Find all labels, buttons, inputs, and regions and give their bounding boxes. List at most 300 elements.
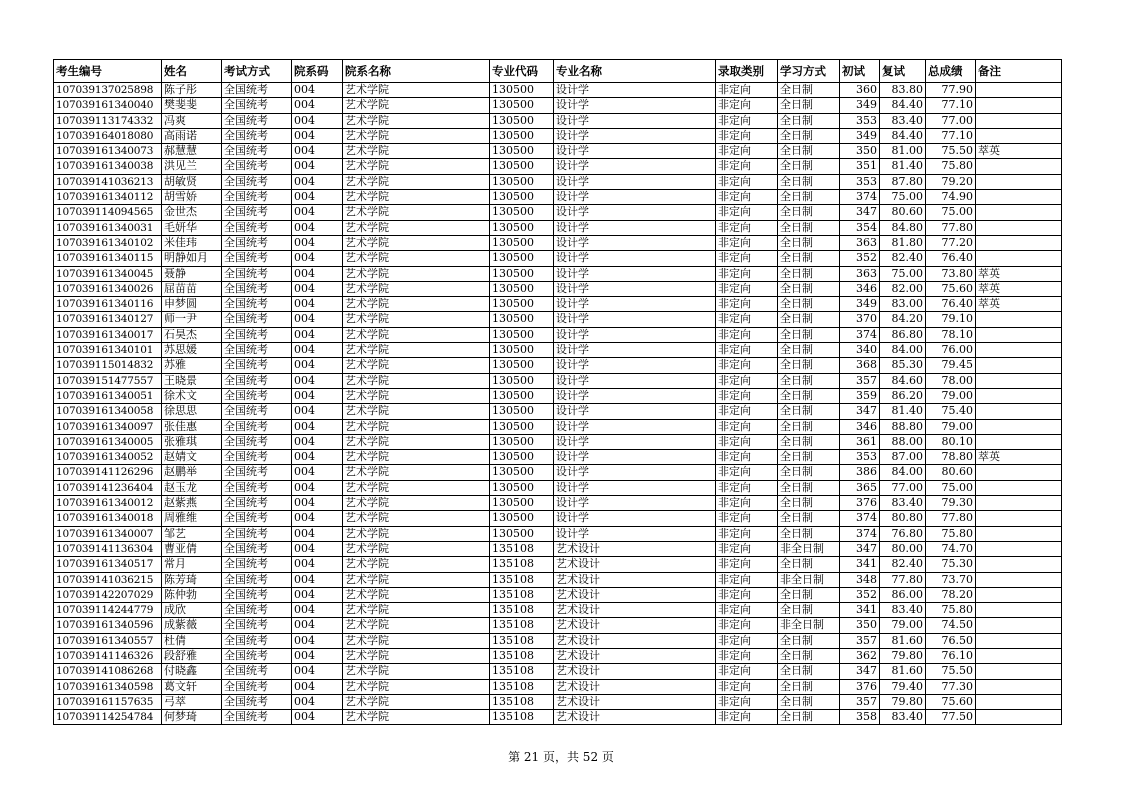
header-exam-mode: 考试方式 bbox=[222, 60, 292, 83]
cell-prelim-score: 374 bbox=[840, 511, 880, 526]
cell-dept-code: 004 bbox=[292, 113, 343, 128]
table-body bbox=[54, 83, 1062, 725]
cell-study-mode: 全日制 bbox=[778, 312, 840, 327]
cell-remark bbox=[976, 419, 1062, 434]
cell-candidate-id: 107039161340040 bbox=[54, 98, 162, 113]
cell-dept-name: 艺术学院 bbox=[343, 480, 490, 495]
cell-admission-type: 非定向 bbox=[716, 358, 778, 373]
cell-major-code: 130500 bbox=[490, 373, 554, 388]
cell-remark bbox=[976, 710, 1062, 725]
cell-major-code: 135108 bbox=[490, 710, 554, 725]
cell-prelim-score: 362 bbox=[840, 648, 880, 663]
cell-name: 成紫薇 bbox=[162, 618, 222, 633]
cell-name: 米佳玮 bbox=[162, 235, 222, 250]
cell-admission-type: 非定向 bbox=[716, 404, 778, 419]
cell-name: 张雅琪 bbox=[162, 434, 222, 449]
cell-candidate-id: 107039137025898 bbox=[54, 83, 162, 98]
table-row bbox=[54, 190, 1062, 205]
header-remark: 备注 bbox=[976, 60, 1062, 83]
cell-name: 葛文轩 bbox=[162, 679, 222, 694]
cell-study-mode: 全日制 bbox=[778, 557, 840, 572]
cell-study-mode: 全日制 bbox=[778, 373, 840, 388]
cell-retest-score: 76.80 bbox=[880, 526, 926, 541]
cell-name: 赵鹏举 bbox=[162, 465, 222, 480]
cell-remark bbox=[976, 679, 1062, 694]
cell-remark bbox=[976, 664, 1062, 679]
cell-dept-code: 004 bbox=[292, 465, 343, 480]
cell-dept-name: 艺术学院 bbox=[343, 251, 490, 266]
table-row bbox=[54, 434, 1062, 449]
cell-major-code: 130500 bbox=[490, 327, 554, 342]
cell-dept-code: 004 bbox=[292, 297, 343, 312]
cell-prelim-score: 341 bbox=[840, 557, 880, 572]
cell-study-mode: 全日制 bbox=[778, 526, 840, 541]
cell-prelim-score: 346 bbox=[840, 419, 880, 434]
cell-total-score: 77.50 bbox=[926, 710, 976, 725]
cell-exam-mode: 全国统考 bbox=[222, 297, 292, 312]
cell-total-score: 75.60 bbox=[926, 281, 976, 296]
cell-dept-code: 004 bbox=[292, 480, 343, 495]
cell-prelim-score: 357 bbox=[840, 373, 880, 388]
cell-candidate-id: 107039161340557 bbox=[54, 633, 162, 648]
header-prelim-score: 初试 bbox=[840, 60, 880, 83]
cell-name: 陈仲勃 bbox=[162, 587, 222, 602]
cell-dept-code: 004 bbox=[292, 281, 343, 296]
cell-dept-name: 艺术学院 bbox=[343, 266, 490, 281]
cell-remark bbox=[976, 83, 1062, 98]
cell-major-name: 设计学 bbox=[554, 235, 716, 250]
cell-dept-code: 004 bbox=[292, 496, 343, 511]
cell-total-score: 78.00 bbox=[926, 373, 976, 388]
cell-total-score: 73.80 bbox=[926, 266, 976, 281]
cell-major-code: 130500 bbox=[490, 450, 554, 465]
cell-major-code: 135108 bbox=[490, 618, 554, 633]
cell-dept-name: 艺术学院 bbox=[343, 83, 490, 98]
cell-study-mode: 全日制 bbox=[778, 297, 840, 312]
cell-total-score: 76.00 bbox=[926, 343, 976, 358]
cell-remark bbox=[976, 174, 1062, 189]
cell-admission-type: 非定向 bbox=[716, 388, 778, 403]
cell-dept-name: 艺术学院 bbox=[343, 664, 490, 679]
cell-admission-type: 非定向 bbox=[716, 373, 778, 388]
cell-prelim-score: 349 bbox=[840, 128, 880, 143]
cell-total-score: 75.00 bbox=[926, 480, 976, 495]
cell-major-code: 130500 bbox=[490, 312, 554, 327]
cell-retest-score: 83.40 bbox=[880, 113, 926, 128]
cell-dept-name: 艺术学院 bbox=[343, 633, 490, 648]
table-row bbox=[54, 572, 1062, 587]
cell-candidate-id: 107039161340517 bbox=[54, 557, 162, 572]
cell-retest-score: 84.20 bbox=[880, 312, 926, 327]
cell-dept-name: 艺术学院 bbox=[343, 312, 490, 327]
cell-study-mode: 全日制 bbox=[778, 648, 840, 663]
cell-remark: 萃英 bbox=[976, 266, 1062, 281]
cell-exam-mode: 全国统考 bbox=[222, 664, 292, 679]
cell-exam-mode: 全国统考 bbox=[222, 557, 292, 572]
table-row bbox=[54, 618, 1062, 633]
table-row bbox=[54, 511, 1062, 526]
cell-retest-score: 80.00 bbox=[880, 541, 926, 556]
cell-major-name: 艺术设计 bbox=[554, 648, 716, 663]
cell-retest-score: 80.60 bbox=[880, 205, 926, 220]
cell-exam-mode: 全国统考 bbox=[222, 327, 292, 342]
cell-prelim-score: 374 bbox=[840, 190, 880, 205]
cell-name: 师一尹 bbox=[162, 312, 222, 327]
cell-dept-code: 004 bbox=[292, 618, 343, 633]
cell-name: 张佳惠 bbox=[162, 419, 222, 434]
cell-total-score: 79.45 bbox=[926, 358, 976, 373]
cell-total-score: 79.00 bbox=[926, 419, 976, 434]
cell-exam-mode: 全国统考 bbox=[222, 312, 292, 327]
cell-exam-mode: 全国统考 bbox=[222, 251, 292, 266]
cell-candidate-id: 107039161340005 bbox=[54, 434, 162, 449]
cell-admission-type: 非定向 bbox=[716, 496, 778, 511]
cell-prelim-score: 357 bbox=[840, 694, 880, 709]
cell-remark bbox=[976, 358, 1062, 373]
cell-exam-mode: 全国统考 bbox=[222, 220, 292, 235]
cell-admission-type: 非定向 bbox=[716, 159, 778, 174]
header-admission-type: 录取类别 bbox=[716, 60, 778, 83]
cell-candidate-id: 107039161340101 bbox=[54, 343, 162, 358]
cell-remark bbox=[976, 373, 1062, 388]
cell-major-name: 艺术设计 bbox=[554, 618, 716, 633]
cell-dept-code: 004 bbox=[292, 128, 343, 143]
cell-dept-name: 艺术学院 bbox=[343, 98, 490, 113]
cell-major-code: 130500 bbox=[490, 404, 554, 419]
cell-major-code: 135108 bbox=[490, 648, 554, 663]
cell-dept-name: 艺术学院 bbox=[343, 526, 490, 541]
cell-name: 樊斐斐 bbox=[162, 98, 222, 113]
cell-major-code: 130500 bbox=[490, 235, 554, 250]
cell-admission-type: 非定向 bbox=[716, 144, 778, 159]
cell-dept-code: 004 bbox=[292, 541, 343, 556]
header-name: 姓名 bbox=[162, 60, 222, 83]
table-row bbox=[54, 327, 1062, 342]
cell-candidate-id: 107039161340102 bbox=[54, 235, 162, 250]
cell-retest-score: 84.60 bbox=[880, 373, 926, 388]
cell-retest-score: 86.20 bbox=[880, 388, 926, 403]
cell-dept-name: 艺术学院 bbox=[343, 281, 490, 296]
cell-retest-score: 81.60 bbox=[880, 633, 926, 648]
table-row bbox=[54, 633, 1062, 648]
cell-dept-name: 艺术学院 bbox=[343, 174, 490, 189]
cell-dept-code: 004 bbox=[292, 434, 343, 449]
cell-name: 苏思媛 bbox=[162, 343, 222, 358]
cell-study-mode: 全日制 bbox=[778, 511, 840, 526]
cell-admission-type: 非定向 bbox=[716, 113, 778, 128]
cell-exam-mode: 全国统考 bbox=[222, 496, 292, 511]
cell-dept-code: 004 bbox=[292, 159, 343, 174]
cell-study-mode: 全日制 bbox=[778, 679, 840, 694]
cell-dept-code: 004 bbox=[292, 220, 343, 235]
cell-name: 陈子彤 bbox=[162, 83, 222, 98]
cell-major-name: 设计学 bbox=[554, 190, 716, 205]
cell-major-name: 设计学 bbox=[554, 434, 716, 449]
cell-major-code: 135108 bbox=[490, 694, 554, 709]
table-row bbox=[54, 128, 1062, 143]
cell-dept-code: 004 bbox=[292, 679, 343, 694]
cell-major-code: 130500 bbox=[490, 113, 554, 128]
cell-study-mode: 全日制 bbox=[778, 419, 840, 434]
cell-major-name: 设计学 bbox=[554, 205, 716, 220]
cell-retest-score: 77.00 bbox=[880, 480, 926, 495]
cell-candidate-id: 107039161340038 bbox=[54, 159, 162, 174]
cell-remark bbox=[976, 511, 1062, 526]
cell-candidate-id: 107039161340045 bbox=[54, 266, 162, 281]
cell-dept-name: 艺术学院 bbox=[343, 327, 490, 342]
cell-remark bbox=[976, 587, 1062, 602]
cell-admission-type: 非定向 bbox=[716, 603, 778, 618]
cell-major-code: 130500 bbox=[490, 526, 554, 541]
cell-candidate-id: 107039114244779 bbox=[54, 603, 162, 618]
cell-major-code: 130500 bbox=[490, 190, 554, 205]
cell-major-code: 135108 bbox=[490, 633, 554, 648]
cell-remark: 萃英 bbox=[976, 450, 1062, 465]
cell-prelim-score: 348 bbox=[840, 572, 880, 587]
cell-dept-code: 004 bbox=[292, 664, 343, 679]
cell-name: 何梦琦 bbox=[162, 710, 222, 725]
cell-name: 金世杰 bbox=[162, 205, 222, 220]
cell-major-code: 135108 bbox=[490, 572, 554, 587]
cell-prelim-score: 374 bbox=[840, 327, 880, 342]
cell-total-score: 78.20 bbox=[926, 587, 976, 602]
cell-total-score: 77.80 bbox=[926, 511, 976, 526]
cell-exam-mode: 全国统考 bbox=[222, 235, 292, 250]
cell-major-code: 130500 bbox=[490, 205, 554, 220]
cell-dept-code: 004 bbox=[292, 587, 343, 602]
cell-candidate-id: 107039161340017 bbox=[54, 327, 162, 342]
cell-dept-name: 艺术学院 bbox=[343, 419, 490, 434]
cell-dept-name: 艺术学院 bbox=[343, 557, 490, 572]
admission-table bbox=[53, 59, 1062, 725]
cell-major-name: 设计学 bbox=[554, 220, 716, 235]
cell-dept-name: 艺术学院 bbox=[343, 496, 490, 511]
cell-candidate-id: 107039161340007 bbox=[54, 526, 162, 541]
cell-retest-score: 88.00 bbox=[880, 434, 926, 449]
cell-exam-mode: 全国统考 bbox=[222, 511, 292, 526]
table-row bbox=[54, 113, 1062, 128]
header-dept-code: 院系码 bbox=[292, 60, 343, 83]
cell-remark bbox=[976, 648, 1062, 663]
cell-dept-code: 004 bbox=[292, 373, 343, 388]
cell-name: 徐术文 bbox=[162, 388, 222, 403]
cell-dept-name: 艺术学院 bbox=[343, 144, 490, 159]
cell-major-name: 艺术设计 bbox=[554, 633, 716, 648]
cell-candidate-id: 107039114094565 bbox=[54, 205, 162, 220]
cell-study-mode: 全日制 bbox=[778, 327, 840, 342]
cell-admission-type: 非定向 bbox=[716, 235, 778, 250]
cell-exam-mode: 全国统考 bbox=[222, 618, 292, 633]
cell-retest-score: 79.40 bbox=[880, 679, 926, 694]
cell-retest-score: 81.00 bbox=[880, 144, 926, 159]
cell-candidate-id: 107039161340012 bbox=[54, 496, 162, 511]
cell-study-mode: 全日制 bbox=[778, 664, 840, 679]
cell-name: 郝慧慧 bbox=[162, 144, 222, 159]
cell-remark bbox=[976, 113, 1062, 128]
cell-admission-type: 非定向 bbox=[716, 648, 778, 663]
table-row bbox=[54, 679, 1062, 694]
cell-dept-code: 004 bbox=[292, 190, 343, 205]
cell-major-name: 设计学 bbox=[554, 113, 716, 128]
cell-remark bbox=[976, 618, 1062, 633]
header-major-name: 专业名称 bbox=[554, 60, 716, 83]
cell-major-code: 135108 bbox=[490, 603, 554, 618]
cell-total-score: 74.90 bbox=[926, 190, 976, 205]
cell-exam-mode: 全国统考 bbox=[222, 480, 292, 495]
cell-prelim-score: 376 bbox=[840, 496, 880, 511]
cell-study-mode: 全日制 bbox=[778, 343, 840, 358]
cell-candidate-id: 107039161340115 bbox=[54, 251, 162, 266]
cell-name: 胡敏贤 bbox=[162, 174, 222, 189]
cell-study-mode: 全日制 bbox=[778, 159, 840, 174]
cell-exam-mode: 全国统考 bbox=[222, 343, 292, 358]
cell-dept-name: 艺术学院 bbox=[343, 648, 490, 663]
cell-dept-code: 004 bbox=[292, 419, 343, 434]
cell-dept-name: 艺术学院 bbox=[343, 190, 490, 205]
cell-dept-name: 艺术学院 bbox=[343, 465, 490, 480]
cell-remark bbox=[976, 526, 1062, 541]
header-dept-name: 院系名称 bbox=[343, 60, 490, 83]
cell-prelim-score: 354 bbox=[840, 220, 880, 235]
cell-total-score: 80.60 bbox=[926, 465, 976, 480]
cell-exam-mode: 全国统考 bbox=[222, 128, 292, 143]
cell-candidate-id: 107039141036215 bbox=[54, 572, 162, 587]
cell-total-score: 77.20 bbox=[926, 235, 976, 250]
table-row bbox=[54, 541, 1062, 556]
table-row bbox=[54, 587, 1062, 602]
cell-dept-code: 004 bbox=[292, 388, 343, 403]
cell-major-name: 艺术设计 bbox=[554, 541, 716, 556]
cell-name: 周雅维 bbox=[162, 511, 222, 526]
cell-remark bbox=[976, 251, 1062, 266]
table-row bbox=[54, 648, 1062, 663]
cell-major-code: 130500 bbox=[490, 434, 554, 449]
cell-admission-type: 非定向 bbox=[716, 312, 778, 327]
cell-dept-code: 004 bbox=[292, 312, 343, 327]
cell-total-score: 79.10 bbox=[926, 312, 976, 327]
cell-major-name: 设计学 bbox=[554, 343, 716, 358]
cell-total-score: 74.50 bbox=[926, 618, 976, 633]
cell-candidate-id: 107039115014832 bbox=[54, 358, 162, 373]
cell-admission-type: 非定向 bbox=[716, 251, 778, 266]
cell-remark: 萃英 bbox=[976, 281, 1062, 296]
cell-prelim-score: 363 bbox=[840, 266, 880, 281]
cell-study-mode: 全日制 bbox=[778, 434, 840, 449]
cell-admission-type: 非定向 bbox=[716, 710, 778, 725]
cell-major-name: 设计学 bbox=[554, 465, 716, 480]
cell-candidate-id: 107039161340116 bbox=[54, 297, 162, 312]
cell-admission-type: 非定向 bbox=[716, 343, 778, 358]
cell-remark bbox=[976, 190, 1062, 205]
cell-name: 赵紫燕 bbox=[162, 496, 222, 511]
cell-study-mode: 全日制 bbox=[778, 496, 840, 511]
cell-major-name: 设计学 bbox=[554, 174, 716, 189]
cell-dept-name: 艺术学院 bbox=[343, 205, 490, 220]
cell-total-score: 75.50 bbox=[926, 144, 976, 159]
cell-total-score: 76.50 bbox=[926, 633, 976, 648]
cell-candidate-id: 107039114254784 bbox=[54, 710, 162, 725]
cell-exam-mode: 全国统考 bbox=[222, 373, 292, 388]
cell-total-score: 77.00 bbox=[926, 113, 976, 128]
cell-total-score: 74.70 bbox=[926, 541, 976, 556]
cell-exam-mode: 全国统考 bbox=[222, 465, 292, 480]
cell-candidate-id: 107039161340073 bbox=[54, 144, 162, 159]
cell-dept-code: 004 bbox=[292, 511, 343, 526]
cell-study-mode: 全日制 bbox=[778, 190, 840, 205]
cell-name: 曹亚倩 bbox=[162, 541, 222, 556]
cell-name: 明静如月 bbox=[162, 251, 222, 266]
cell-major-name: 设计学 bbox=[554, 266, 716, 281]
cell-retest-score: 83.40 bbox=[880, 710, 926, 725]
cell-candidate-id: 107039141136304 bbox=[54, 541, 162, 556]
cell-candidate-id: 107039141126296 bbox=[54, 465, 162, 480]
cell-major-code: 130500 bbox=[490, 496, 554, 511]
cell-prelim-score: 361 bbox=[840, 434, 880, 449]
cell-remark bbox=[976, 496, 1062, 511]
cell-total-score: 77.80 bbox=[926, 220, 976, 235]
cell-study-mode: 全日制 bbox=[778, 205, 840, 220]
cell-dept-name: 艺术学院 bbox=[343, 541, 490, 556]
cell-major-name: 设计学 bbox=[554, 358, 716, 373]
cell-major-name: 设计学 bbox=[554, 450, 716, 465]
cell-major-name: 设计学 bbox=[554, 526, 716, 541]
table-row bbox=[54, 251, 1062, 266]
cell-exam-mode: 全国统考 bbox=[222, 648, 292, 663]
cell-study-mode: 全日制 bbox=[778, 694, 840, 709]
cell-retest-score: 86.00 bbox=[880, 587, 926, 602]
cell-candidate-id: 107039161157635 bbox=[54, 694, 162, 709]
cell-admission-type: 非定向 bbox=[716, 281, 778, 296]
cell-total-score: 73.70 bbox=[926, 572, 976, 587]
cell-major-name: 设计学 bbox=[554, 373, 716, 388]
cell-name: 付晓鑫 bbox=[162, 664, 222, 679]
cell-name: 陈芳琦 bbox=[162, 572, 222, 587]
cell-major-code: 130500 bbox=[490, 388, 554, 403]
cell-retest-score: 79.00 bbox=[880, 618, 926, 633]
cell-major-name: 设计学 bbox=[554, 327, 716, 342]
cell-admission-type: 非定向 bbox=[716, 679, 778, 694]
cell-remark bbox=[976, 404, 1062, 419]
cell-study-mode: 全日制 bbox=[778, 465, 840, 480]
table-row bbox=[54, 205, 1062, 220]
table-row bbox=[54, 281, 1062, 296]
cell-study-mode: 全日制 bbox=[778, 710, 840, 725]
table-row bbox=[54, 174, 1062, 189]
cell-retest-score: 87.00 bbox=[880, 450, 926, 465]
cell-major-code: 130500 bbox=[490, 128, 554, 143]
cell-dept-code: 004 bbox=[292, 205, 343, 220]
cell-dept-code: 004 bbox=[292, 174, 343, 189]
cell-total-score: 80.10 bbox=[926, 434, 976, 449]
cell-study-mode: 非全日制 bbox=[778, 541, 840, 556]
cell-retest-score: 83.40 bbox=[880, 496, 926, 511]
cell-exam-mode: 全国统考 bbox=[222, 144, 292, 159]
cell-name: 冯爽 bbox=[162, 113, 222, 128]
cell-major-code: 135108 bbox=[490, 679, 554, 694]
cell-remark bbox=[976, 694, 1062, 709]
cell-admission-type: 非定向 bbox=[716, 327, 778, 342]
cell-dept-code: 004 bbox=[292, 648, 343, 663]
header-total-score: 总成绩 bbox=[926, 60, 976, 83]
cell-retest-score: 88.80 bbox=[880, 419, 926, 434]
cell-major-name: 设计学 bbox=[554, 388, 716, 403]
cell-major-name: 设计学 bbox=[554, 144, 716, 159]
table-header-row bbox=[54, 60, 1062, 83]
cell-dept-name: 艺术学院 bbox=[343, 128, 490, 143]
cell-candidate-id: 107039161340026 bbox=[54, 281, 162, 296]
cell-admission-type: 非定向 bbox=[716, 174, 778, 189]
cell-major-code: 130500 bbox=[490, 358, 554, 373]
